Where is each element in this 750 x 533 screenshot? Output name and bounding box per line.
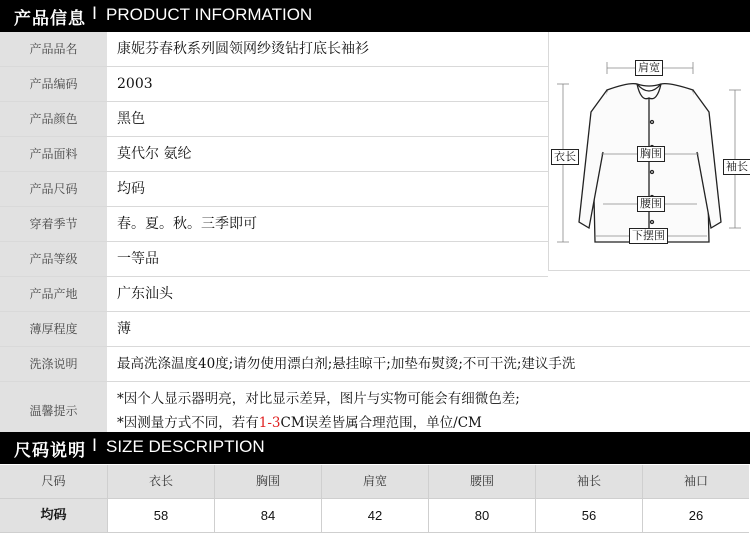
row-value: 均码: [117, 181, 145, 197]
measurement-diagram: [548, 32, 750, 271]
section-title-en: SIZE DESCRIPTION: [106, 437, 265, 456]
size-table-row: [0, 499, 750, 533]
row-label: 薄厚程度: [0, 312, 107, 346]
info-row-name: [0, 32, 548, 67]
table-cell: 56: [536, 499, 643, 533]
section-title-cn: 尺码说明: [14, 441, 86, 461]
table-cell: 42: [322, 499, 429, 533]
row-value: 最高洗涤温度40度;请勿使用漂白剂;悬挂晾干;加垫布熨烫;不可干洗;建议手洗: [117, 356, 576, 372]
row-label: 产品颜色: [0, 102, 107, 136]
row-label: 温馨提示: [0, 382, 107, 440]
label-sleeve: 袖长: [723, 159, 750, 175]
info-row-size: [0, 172, 548, 207]
row-label: 穿着季节: [0, 207, 107, 241]
info-row-fabric: [0, 137, 548, 172]
section-title-cn: 产品信息: [14, 9, 86, 29]
row-label: 产品等级: [0, 242, 107, 276]
title-separator: I: [92, 436, 98, 456]
label-shoulder: 肩宽: [635, 60, 663, 76]
row-label: 洗涤说明: [0, 347, 107, 381]
table-cell: 26: [643, 499, 749, 533]
column-header: 肩宽: [322, 465, 429, 499]
label-chest: 胸围: [637, 146, 665, 162]
row-value: 康妮芬春秋系列圆领网纱烫钻打底长袖衫: [117, 41, 369, 57]
info-row-thickness: [0, 312, 750, 347]
title-separator: I: [92, 4, 98, 24]
column-header: 腰围: [429, 465, 536, 499]
column-header: 袖长: [536, 465, 643, 499]
table-cell: 80: [429, 499, 536, 533]
row-value: 一等品: [117, 251, 159, 267]
info-row-washing: [0, 347, 750, 382]
info-row-color: [0, 102, 548, 137]
column-header: 胸围: [215, 465, 322, 499]
label-hem: 下摆围: [629, 228, 668, 244]
row-label: 产品尺码: [0, 172, 107, 206]
notice-line-2-pre: *因测量方式不同，若有: [117, 415, 259, 431]
column-header: 尺码: [0, 465, 108, 499]
table-cell: 58: [108, 499, 215, 533]
row-value: 黑色: [117, 111, 145, 127]
row-label: 产品品名: [0, 32, 107, 66]
size-description-header: [0, 432, 750, 464]
info-row-code: [0, 67, 548, 102]
label-length: 衣长: [551, 149, 579, 165]
info-row-season: [0, 207, 548, 242]
size-table: [0, 465, 750, 533]
column-header: 袖口: [643, 465, 749, 499]
info-row-grade: [0, 242, 548, 277]
row-value: 薄: [117, 321, 131, 337]
size-table-header: [0, 465, 750, 499]
column-header: 衣长: [108, 465, 215, 499]
table-cell: 84: [215, 499, 322, 533]
row-label: 产品面料: [0, 137, 107, 171]
label-waist: 腰围: [637, 196, 665, 212]
row-value: 2003: [117, 76, 153, 92]
product-info-header: [0, 0, 750, 32]
row-value: 广东汕头: [117, 286, 173, 302]
row-value: 莫代尔 氨纶: [117, 146, 192, 162]
section-title-en: PRODUCT INFORMATION: [106, 5, 313, 24]
row-label: 产品产地: [0, 277, 107, 311]
info-row-origin: [0, 277, 750, 312]
notice-line-1: *因个人显示器明亮，对比显示差异，图片与实物可能会有细微色差;: [117, 391, 520, 407]
row-value: 春。夏。秋。三季即可: [117, 216, 257, 232]
notice-tolerance: 1-3: [258, 415, 281, 431]
notice-line-2-post: CM误差皆属合理范围，单位/CM: [280, 415, 482, 431]
row-label: 产品编码: [0, 67, 107, 101]
table-cell: 均码: [0, 499, 108, 533]
